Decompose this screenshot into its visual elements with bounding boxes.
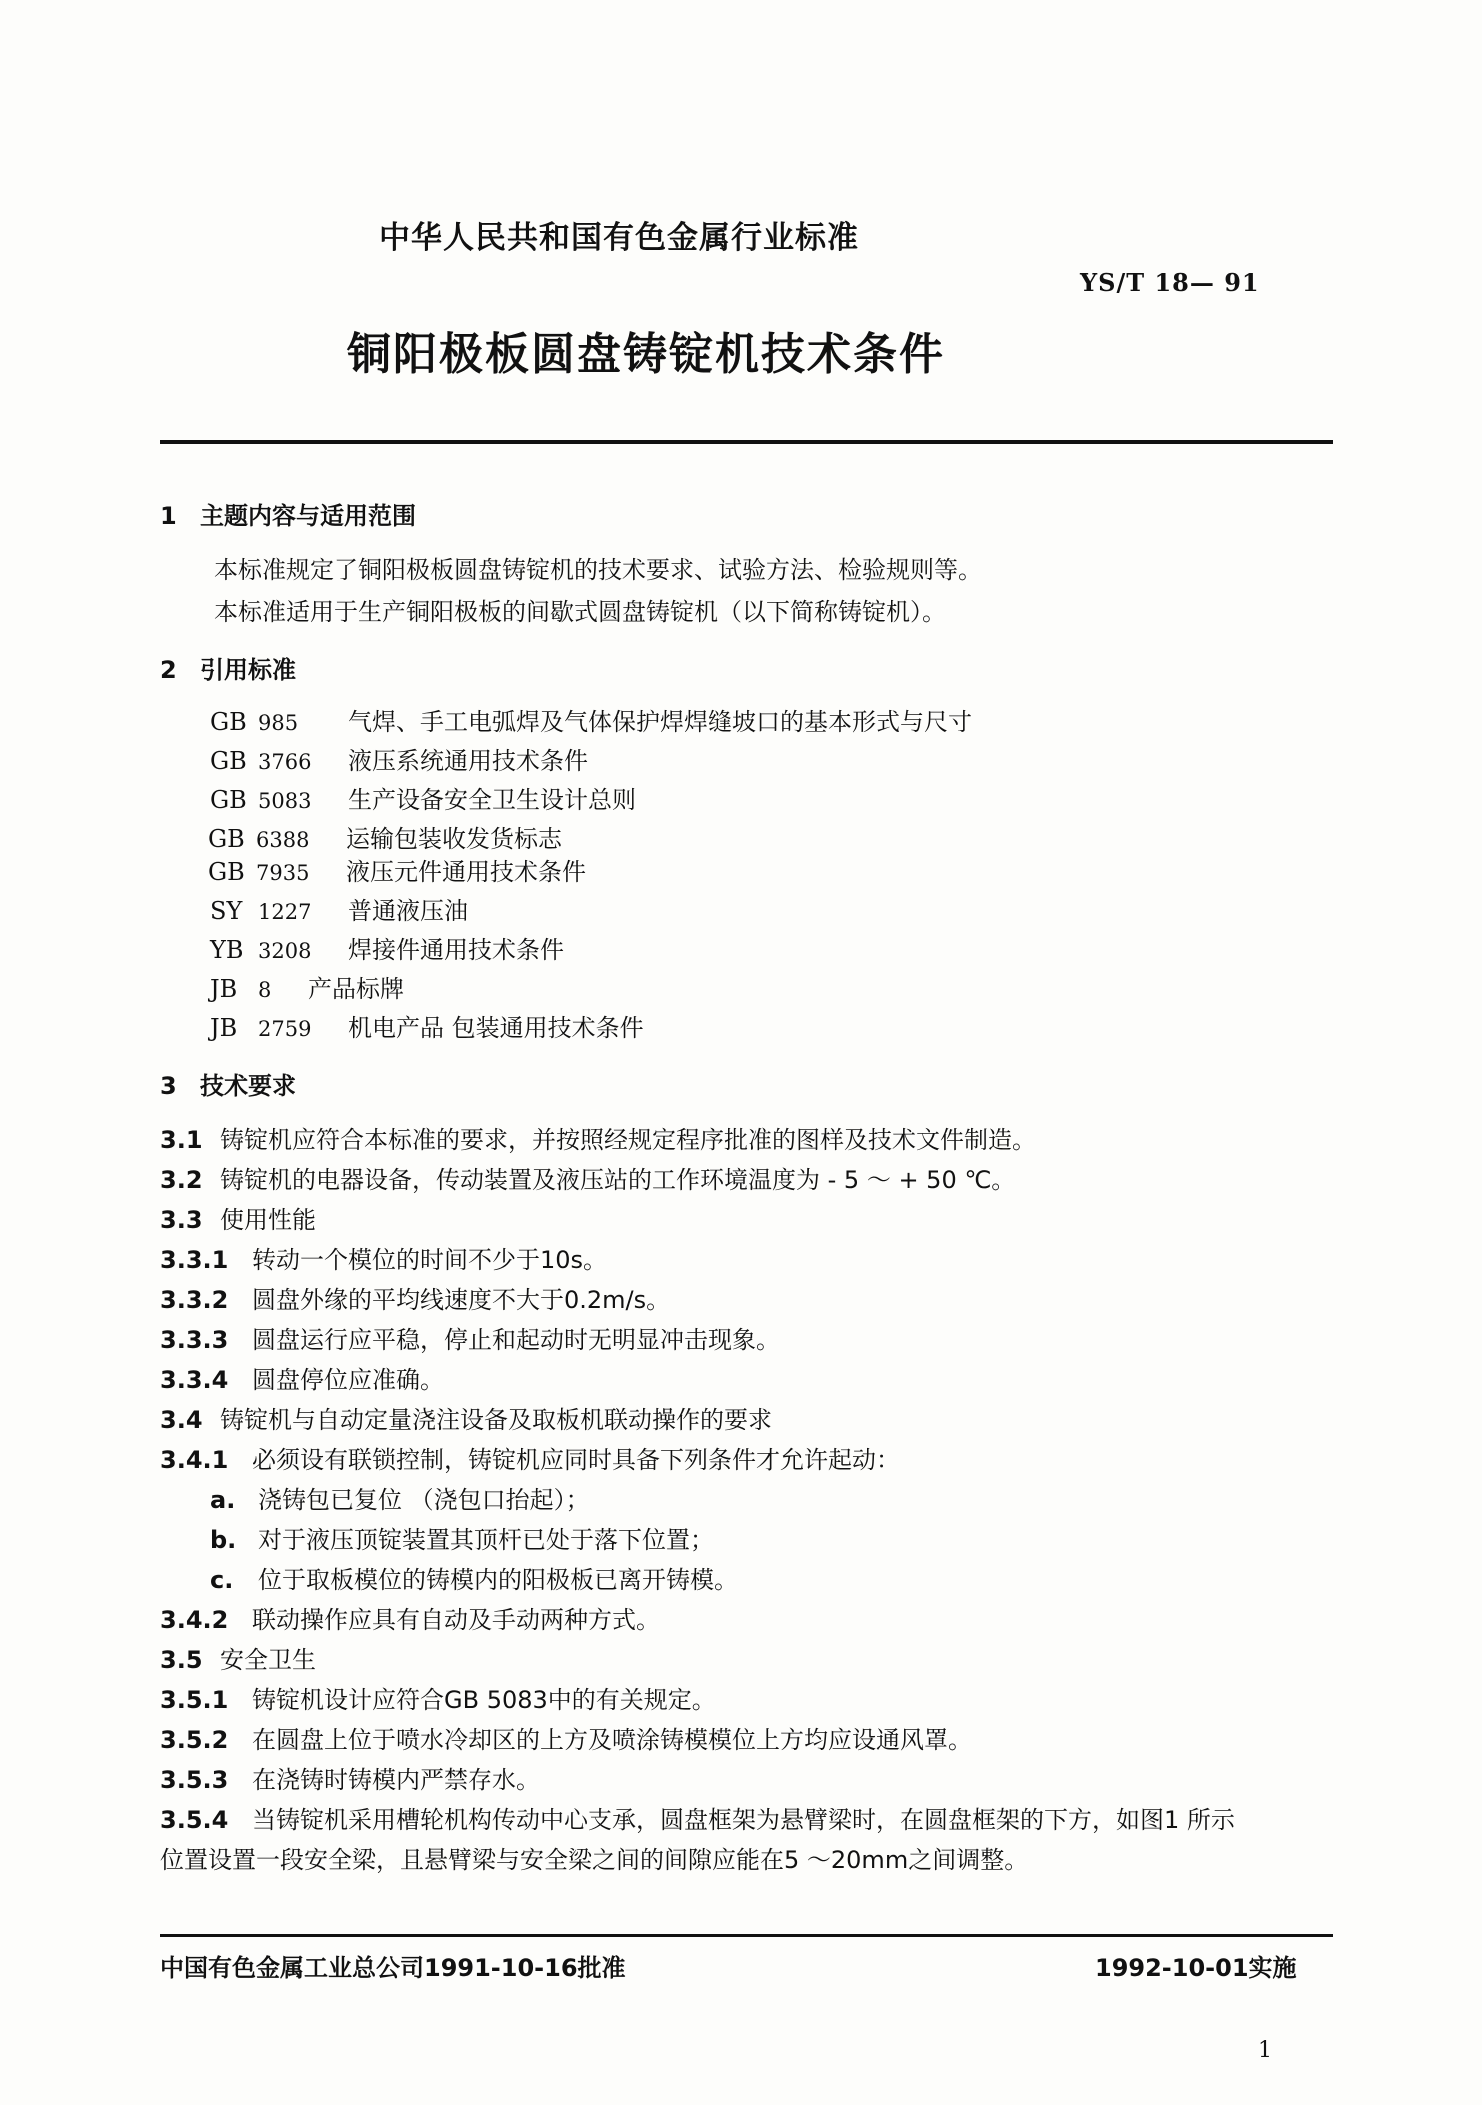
- section-1-paragraph: 本标准适用于生产铜阳极板的间歇式圆盘铸锭机（以下简称铸锭机）。: [214, 598, 946, 626]
- clause-text: 铸锭机的电器设备，传动装置及液压站的工作环境温度为 - 5 ～ + 50 ℃。: [220, 1166, 1016, 1194]
- document-title: 铜阳极板圆盘铸锭机技术条件: [347, 329, 945, 380]
- section-1-title: 主题内容与适用范围: [200, 502, 416, 530]
- reference-number: 2759: [258, 1017, 312, 1041]
- clause-number: 3.3.3: [160, 1326, 229, 1354]
- page-number: 1: [1258, 2038, 1272, 2063]
- clause-3-3-4: [160, 1360, 444, 1395]
- condition-b: [210, 1520, 714, 1555]
- clause-3-5: [160, 1640, 316, 1675]
- section-1-heading: [160, 496, 416, 531]
- clause-text: 在圆盘上位于喷水冷却区的上方及喷涂铸模模位上方均应设通风罩。: [252, 1726, 972, 1754]
- standard-code: YS/T 18— 91: [1080, 268, 1260, 297]
- clause-3-5-2: [160, 1720, 972, 1755]
- clause-text: 铸锭机应符合本标准的要求，并按照经规定程序批准的图样及技术文件制造。: [220, 1126, 1036, 1154]
- clause-3-3: [160, 1200, 316, 1235]
- clause-number: 3.5.1: [160, 1686, 229, 1714]
- section-1-paragraph: 本标准规定了铜阳极板圆盘铸锭机的技术要求、试验方法、检验规则等。: [214, 556, 982, 584]
- reference-code: GB: [210, 747, 247, 775]
- reference-code: GB: [208, 858, 245, 886]
- reference-title: 液压系统通用技术条件: [348, 747, 588, 775]
- reference-title: 气焊、手工电弧焊及气体保护焊焊缝坡口的基本形式与尺寸: [348, 708, 972, 736]
- clause-number: 3.3.2: [160, 1286, 229, 1314]
- clause-text: 圆盘外缘的平均线速度不大于0.2m/s。: [252, 1286, 671, 1314]
- clause-text: 圆盘停位应准确。: [252, 1366, 444, 1394]
- reference-row: [210, 969, 404, 1004]
- reference-code: GB: [208, 825, 245, 853]
- clause-3-5-3: [160, 1760, 540, 1795]
- section-3-number: 3: [160, 1072, 177, 1100]
- reference-number: 985: [258, 711, 299, 735]
- section-3-title: 技术要求: [200, 1072, 296, 1100]
- reference-number: 8: [258, 978, 272, 1002]
- clause-3-5-4-continuation: [160, 1840, 1028, 1875]
- clause-3-2: [160, 1160, 1015, 1195]
- reference-row: [210, 1008, 644, 1043]
- section-2-number: 2: [160, 656, 177, 684]
- clause-number: 3.4.2: [160, 1606, 229, 1634]
- reference-row: [210, 780, 636, 815]
- clause-text: 位置设置一段安全梁，且悬臂梁与安全梁之间的间隙应能在5 ～20mm之间调整。: [160, 1846, 1029, 1874]
- clause-3-4-1: [160, 1440, 900, 1475]
- clause-text: 铸锭机与自动定量浇注设备及取板机联动操作的要求: [220, 1406, 772, 1434]
- reference-code: GB: [210, 708, 247, 736]
- section-3-heading: [160, 1066, 296, 1101]
- clause-text: 铸锭机设计应符合GB 5083中的有关规定。: [252, 1686, 716, 1714]
- clause-3-5-4: [160, 1800, 1235, 1835]
- condition-label: b.: [210, 1526, 237, 1554]
- clause-3-4: [160, 1400, 772, 1435]
- approval-line: 中国有色金属工业总公司1991-10-16批准: [160, 1954, 626, 1982]
- condition-label: c.: [210, 1566, 234, 1594]
- condition-text: 位于取板模位的铸模内的阳极板已离开铸模。: [258, 1566, 738, 1594]
- clause-text: 圆盘运行应平稳，停止和起动时无明显冲击现象。: [252, 1326, 780, 1354]
- top-rule: [160, 440, 1333, 444]
- clause-text: 联动操作应具有自动及手动两种方式。: [252, 1606, 660, 1634]
- clause-number: 3.3.1: [160, 1246, 229, 1274]
- reference-code: JB: [210, 975, 238, 1003]
- clause-number: 3.3: [160, 1206, 203, 1234]
- clause-text: 使用性能: [220, 1206, 316, 1234]
- reference-row: [210, 891, 468, 926]
- reference-row: [210, 930, 564, 965]
- clause-3-5-1: [160, 1680, 716, 1715]
- clause-number: 3.3.4: [160, 1366, 229, 1394]
- clause-number: 3.1: [160, 1126, 203, 1154]
- section-2-title: 引用标准: [200, 656, 296, 684]
- reference-number: 7935: [256, 861, 310, 885]
- section-1-number: 1: [160, 502, 177, 530]
- condition-a: [210, 1480, 590, 1515]
- reference-code: YB: [210, 936, 244, 964]
- clause-number: 3.5.2: [160, 1726, 229, 1754]
- clause-3-1: [160, 1120, 1036, 1155]
- bottom-rule: [160, 1934, 1333, 1937]
- reference-code: GB: [210, 786, 247, 814]
- reference-number: 6388: [256, 828, 310, 852]
- clause-number: 3.4: [160, 1406, 203, 1434]
- reference-number: 3208: [258, 939, 312, 963]
- clause-3-3-2: [160, 1280, 670, 1315]
- reference-title: 生产设备安全卫生设计总则: [348, 786, 636, 814]
- effective-date: 1992-10-01实施: [1095, 1954, 1297, 1982]
- reference-title: 焊接件通用技术条件: [348, 936, 564, 964]
- standard-organization: 中华人民共和国有色金属行业标准: [379, 220, 859, 256]
- reference-row: [210, 741, 588, 776]
- reference-number: 5083: [258, 789, 312, 813]
- clause-3-4-2: [160, 1600, 660, 1635]
- reference-title: 机电产品 包装通用技术条件: [348, 1014, 644, 1042]
- reference-title: 普通液压油: [348, 897, 468, 925]
- condition-label: a.: [210, 1486, 236, 1514]
- section-2-heading: [160, 650, 296, 685]
- condition-text: 对于液压顶锭装置其顶杆已处于落下位置；: [258, 1526, 714, 1554]
- clause-number: 3.2: [160, 1166, 203, 1194]
- reference-row: [208, 852, 586, 887]
- clause-text: 安全卫生: [220, 1646, 316, 1674]
- clause-number: 3.5: [160, 1646, 203, 1674]
- reference-code: SY: [210, 897, 243, 925]
- reference-title: 运输包装收发货标志: [346, 825, 562, 853]
- clause-text: 转动一个模位的时间不少于10s。: [252, 1246, 608, 1274]
- reference-number: 1227: [258, 900, 312, 924]
- reference-title: 液压元件通用技术条件: [346, 858, 586, 886]
- condition-text: 浇铸包已复位 （浇包口抬起）；: [258, 1486, 590, 1514]
- clause-text: 在浇铸时铸模内严禁存水。: [252, 1766, 540, 1794]
- reference-row: [208, 819, 562, 854]
- clause-text: 必须设有联锁控制，铸锭机应同时具备下列条件才允许起动：: [252, 1446, 900, 1474]
- reference-number: 3766: [258, 750, 312, 774]
- clause-3-3-1: [160, 1240, 607, 1275]
- clause-text: 当铸锭机采用槽轮机构传动中心支承，圆盘框架为悬臂梁时，在圆盘框架的下方，如图1 所示: [252, 1806, 1235, 1834]
- clause-3-3-3: [160, 1320, 780, 1355]
- reference-title: 产品标牌: [308, 975, 404, 1003]
- condition-c: [210, 1560, 738, 1595]
- reference-row: [210, 702, 972, 737]
- clause-number: 3.4.1: [160, 1446, 229, 1474]
- clause-number: 3.5.3: [160, 1766, 229, 1794]
- clause-number: 3.5.4: [160, 1806, 229, 1834]
- reference-code: JB: [210, 1014, 238, 1042]
